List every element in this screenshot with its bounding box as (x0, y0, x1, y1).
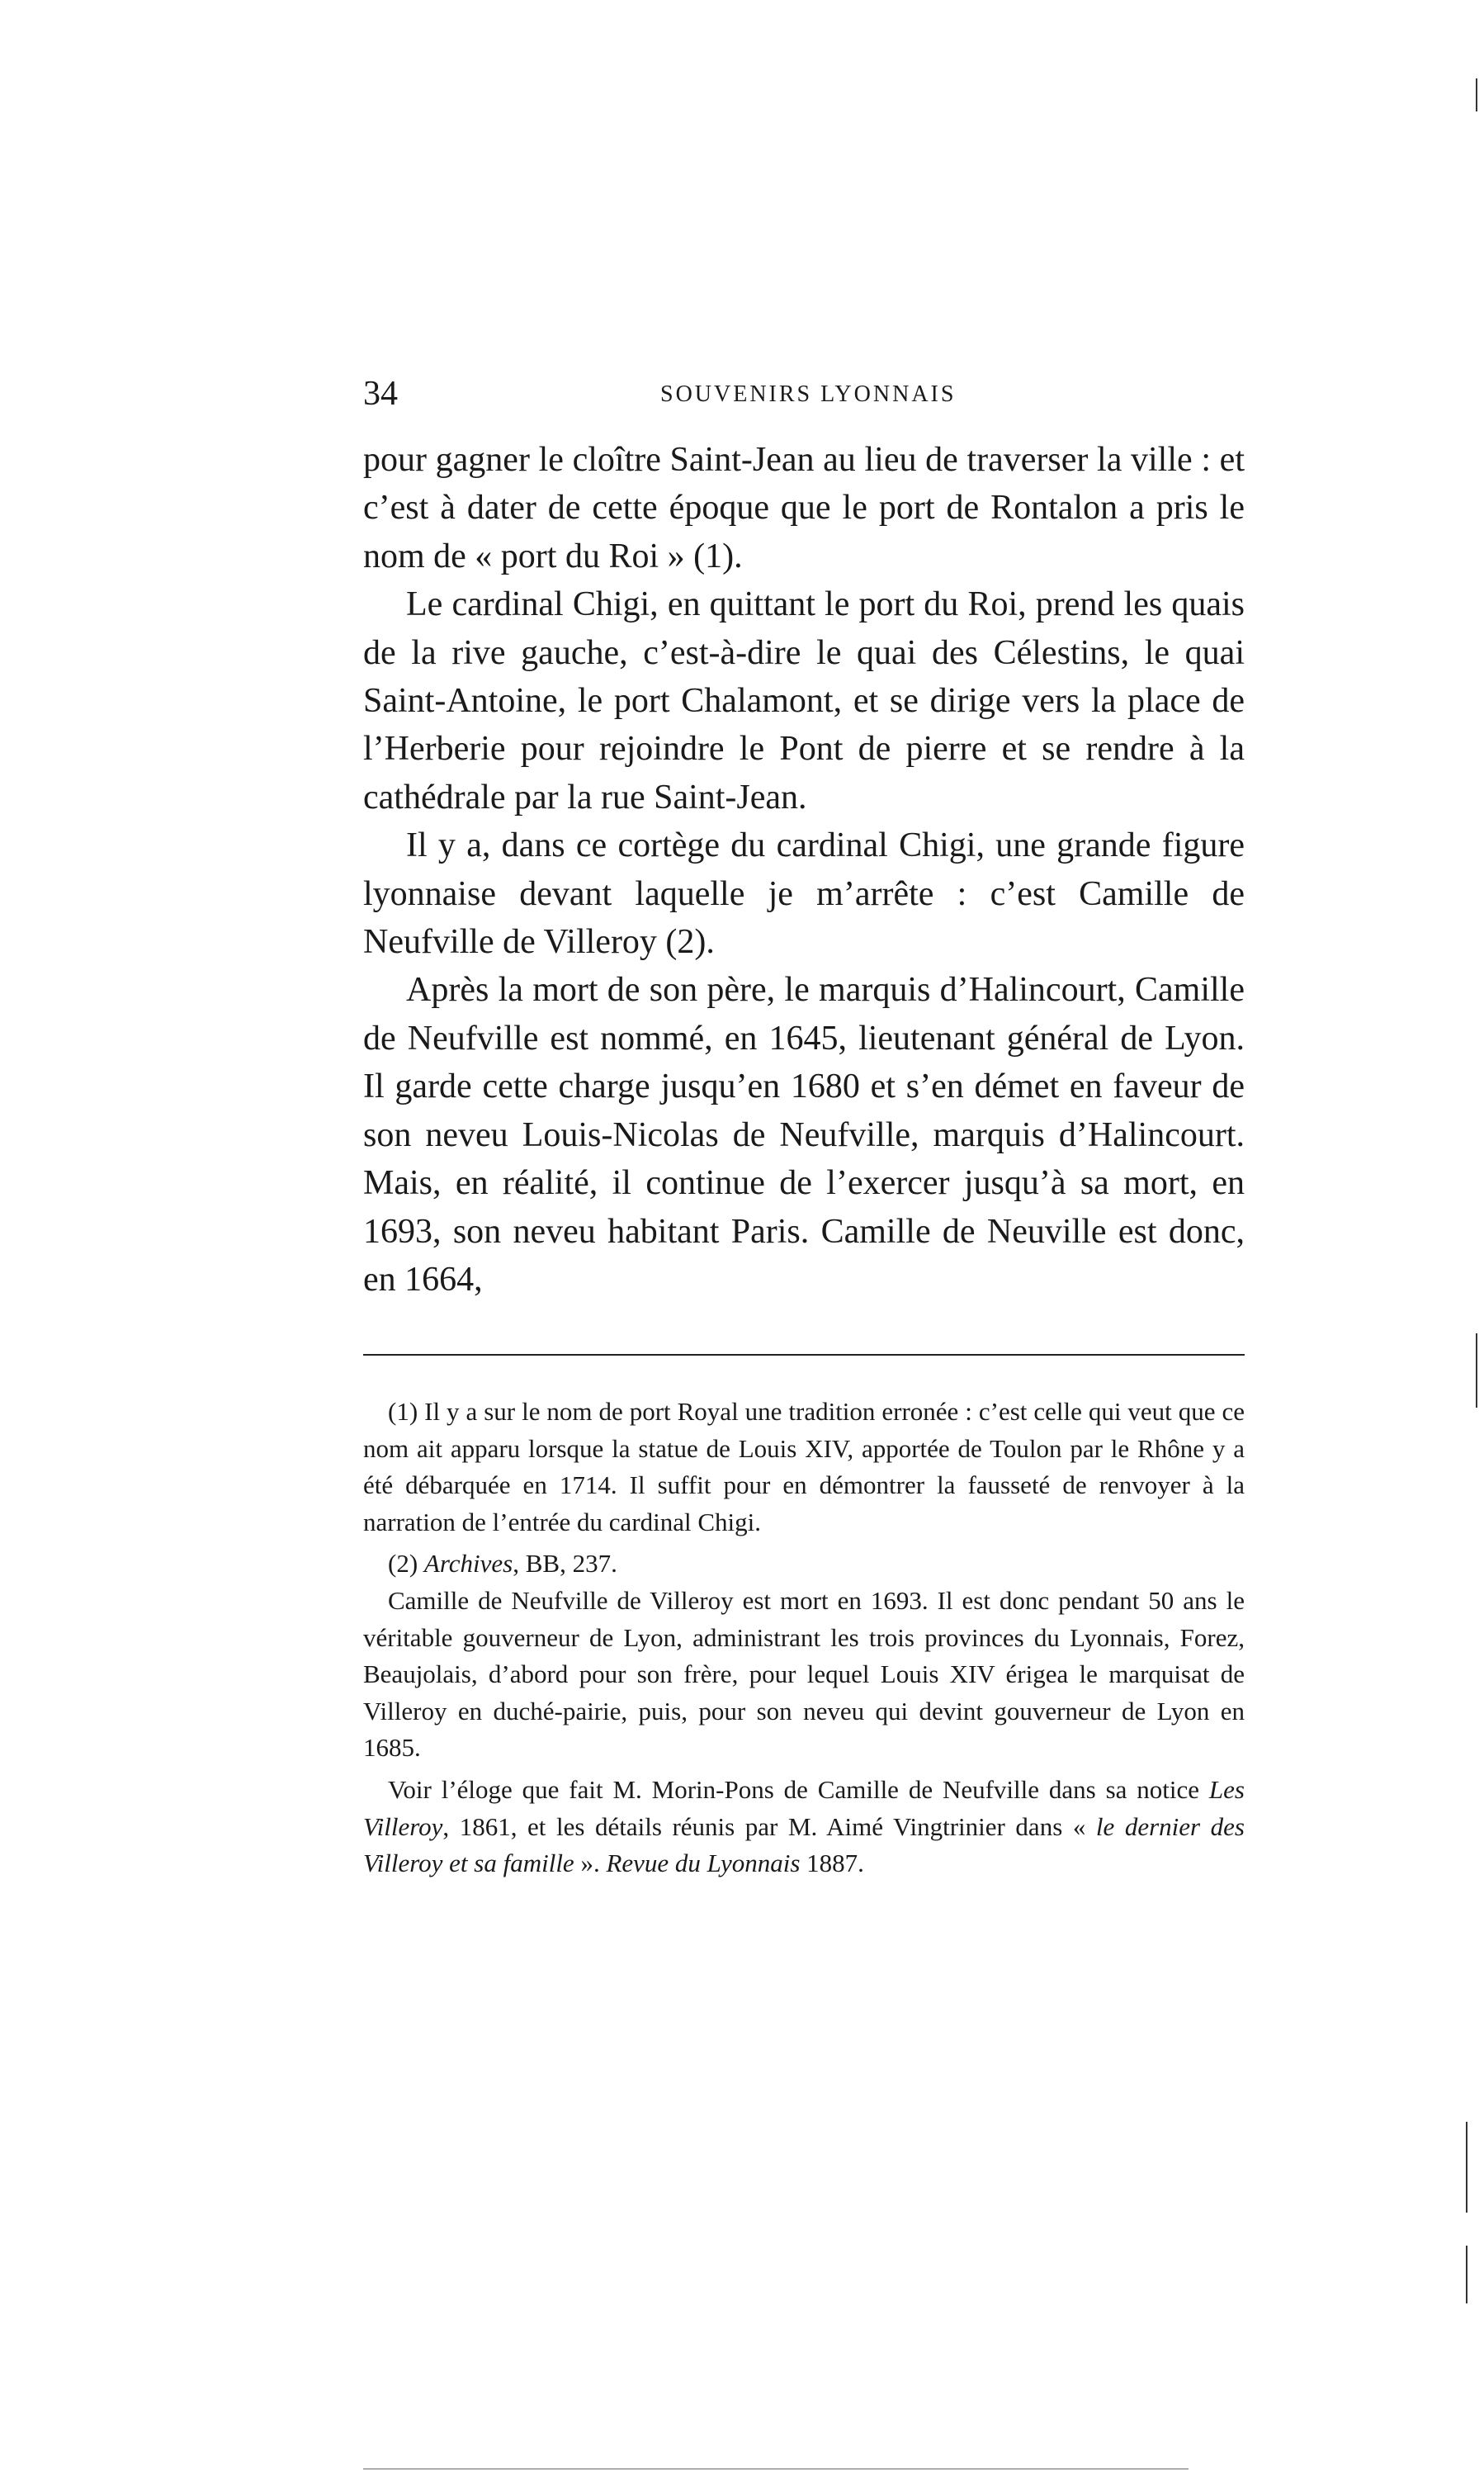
footnote-1: (1) Il y a sur le nom de port Royal une tradition erronée : c’est celle qui veut que ce nom ait apparu lorsque la statue de Louis XIV, apportée de Toulon par le Rhône y a été débarquée en 1714. Il suffit pour en démontrer la fausseté de renvoyer à la narration de l’entrée du cardinal Chigi. (363, 1397, 1245, 1536)
page-number: 34 (363, 375, 398, 413)
footnote-3-part-c: ». (574, 1849, 607, 1878)
footnote-2-ref: , BB, 237. (513, 1549, 617, 1579)
footnote-3-title-3: Revue du Lyonnais (606, 1849, 801, 1878)
footnote-2-text: Camille de Neufville de Villeroy est mort en 1693. Il est donc pendant 50 ans le véritable gouverneur de Lyon, administrant les trois provinces du Lyonnais, Forez, Beaujolais, d’abord pour son frère, pour lequel Louis XIV érigea le marquisat de Villeroy en duché-pairie, puis, pour son neveu qui devint gouverneur de Lyon en 1685. (363, 1585, 1245, 1763)
scan-edge-line (1476, 1333, 1477, 1408)
footnote-3-part-a: Voir l’éloge que fait M. Morin-Pons de Camille de Neufville dans sa notice (388, 1774, 1209, 1804)
footnote-3-part-b: , 1861, et les détails réunis par M. Aimé Vingtrinier dans « (442, 1811, 1096, 1841)
footnote-2-heading (363, 1546, 1245, 1583)
footnote-3-title-2: le dernier des Villeroy et sa famille (363, 1811, 1245, 1878)
footnote-3-title-1: Les Villeroy (363, 1774, 1245, 1841)
paragraph-3: Il y a, dans ce cortège du cardinal Chigi, une grande figure lyonnaise devant laquelle je m’arrête : c’est Camille de Neufville de Villeroy (2). (363, 826, 1245, 962)
footnote-3-part-d: 1887. (800, 1849, 864, 1878)
footnote-3 (363, 1772, 1245, 1882)
footnotes (363, 1394, 1245, 1882)
scan-edge-line (1476, 78, 1477, 111)
paragraph-4: Après la mort de son père, le marquis d’Halincourt, Camille de Neufville est nommé, en 1645, lieutenant général de Lyon. Il garde cette charge jusqu’en 1680 et s’en démet en faveur de son neveu Louis-Nicolas de Neufville, marquis d’Halincourt. Mais, en réalité, il continue de l’exercer jusqu’à sa mort, en 1693, son neveu habitant Paris. Camille de Neuville est donc, en 1664, (363, 971, 1245, 1299)
scan-edge-line (1466, 2122, 1467, 2213)
footnote-2-marker: (2) (388, 1549, 424, 1579)
paragraph-1: pour gagner le cloître Saint-Jean au lieu de traverser la ville : et c’est à dater de cette époque que le port de Rontalon a pris le nom de « port du Roi » (1). (363, 441, 1245, 575)
footnote-2-source: Archives (423, 1549, 513, 1579)
footnote-rule (363, 1354, 1245, 1356)
paragraph-2: Le cardinal Chigi, en quittant le port du Roi, prend les quais de la rive gauche, c’est-à-dire le quai des Célestins, le quai Saint-Antoine, le port Chalamont, et se dirige vers la place de l’Herberie pour rejoindre le Pont de pierre et se rendre à la cathédrale par la rue Saint-Jean. (363, 585, 1245, 817)
running-head (363, 373, 1246, 414)
scan-edge-line (1466, 2246, 1467, 2303)
main-text (363, 436, 1245, 1304)
running-title: SOUVENIRS LYONNAIS (660, 381, 957, 407)
